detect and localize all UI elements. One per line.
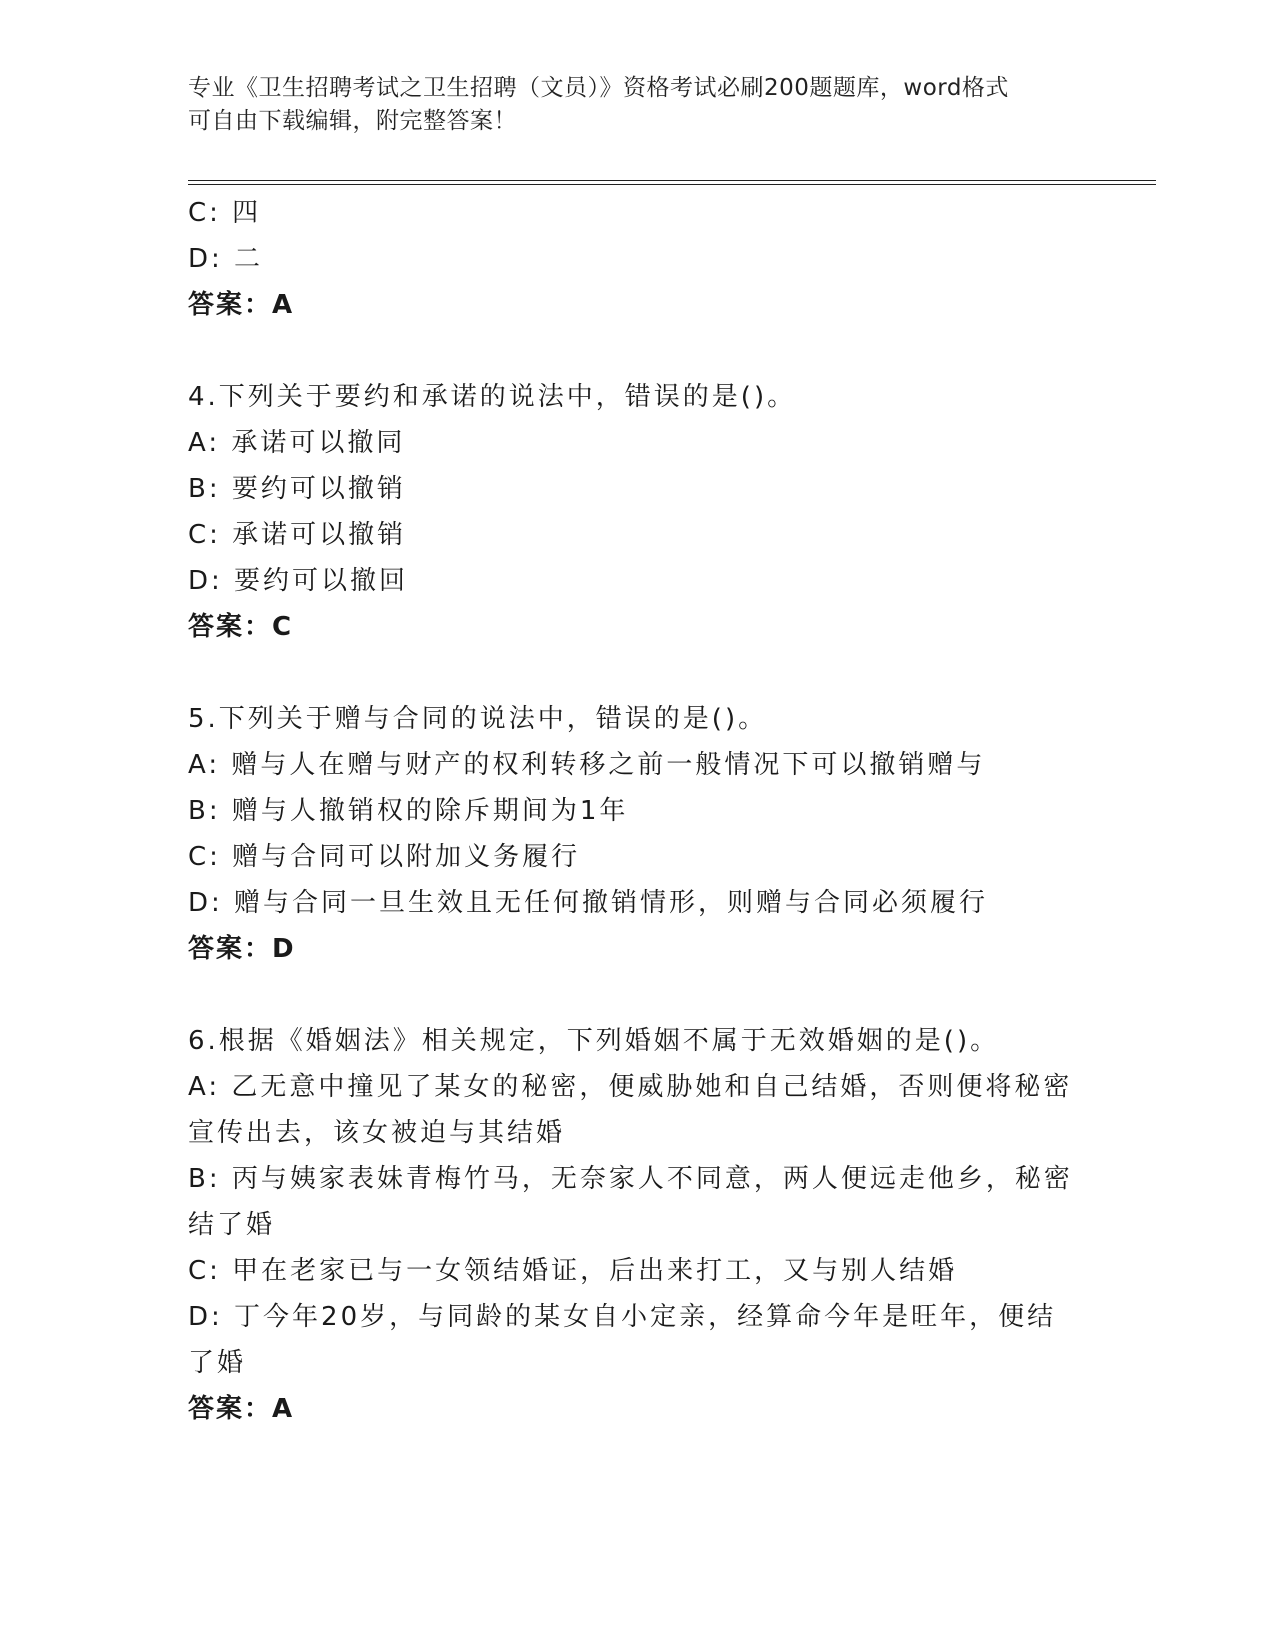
- option-a: A: 赠与人在赠与财产的权利转移之前一般情况下可以撤销赠与: [188, 750, 986, 780]
- question-6: [188, 1018, 1088, 1432]
- option-c: C: 四: [188, 198, 262, 228]
- option-d: D: 丁今年20岁，与同龄的某女自小定亲，经算命今年是旺年，便结了婚: [188, 1302, 1057, 1378]
- option-a: A: 乙无意中撞见了某女的秘密，便威胁她和自己结婚，否则便将秘密宣传出去，该女被迫与其结婚: [188, 1072, 1073, 1148]
- question-stem: 5.下列关于赠与合同的说法中，错误的是()。: [188, 704, 768, 734]
- option-b: B: 赠与人撤销权的除斥期间为1年: [188, 796, 629, 826]
- question-5: [188, 696, 1088, 972]
- option-c: C: 承诺可以撤销: [188, 520, 407, 550]
- question-4: [188, 374, 1088, 650]
- answer: 答案：C: [188, 612, 294, 642]
- option-d: D: 赠与合同一旦生效且无任何撤销情形，则赠与合同必须履行: [188, 888, 989, 918]
- spacer: [188, 972, 1088, 1018]
- question-stem: 6.根据《婚姻法》相关规定，下列婚姻不属于无效婚姻的是()。: [188, 1026, 1000, 1056]
- answer: 答案：A: [188, 1394, 295, 1424]
- option-b: B: 丙与姨家表妹青梅竹马，无奈家人不同意，两人便远走他乡，秘密结了婚: [188, 1164, 1073, 1240]
- option-a: A: 承诺可以撤同: [188, 428, 406, 458]
- header-line-2: 可自由下载编辑，附完整答案！: [188, 108, 517, 134]
- option-c: C: 甲在老家已与一女领结婚证，后出来打工，又与别人结婚: [188, 1256, 958, 1286]
- question-3-continued: [188, 190, 1088, 328]
- answer: 答案：D: [188, 934, 296, 964]
- question-stem: 4.下列关于要约和承诺的说法中，错误的是()。: [188, 382, 797, 412]
- answer: 答案：A: [188, 290, 295, 320]
- option-c: C: 赠与合同可以附加义务履行: [188, 842, 581, 872]
- spacer: [188, 328, 1088, 374]
- question-list: [188, 190, 1088, 1432]
- option-d: D: 要约可以撤回: [188, 566, 409, 596]
- header-divider-top: [188, 180, 1156, 181]
- option-b: B: 要约可以撤销: [188, 474, 406, 504]
- header-divider-bottom: [188, 184, 1156, 185]
- document-header: [188, 72, 1068, 138]
- spacer: [188, 650, 1088, 696]
- header-line-1: 专业《卫生招聘考试之卫生招聘（文员）》资格考试必刷200题题库，word格式: [188, 75, 1009, 101]
- option-d: D: 二: [188, 244, 264, 274]
